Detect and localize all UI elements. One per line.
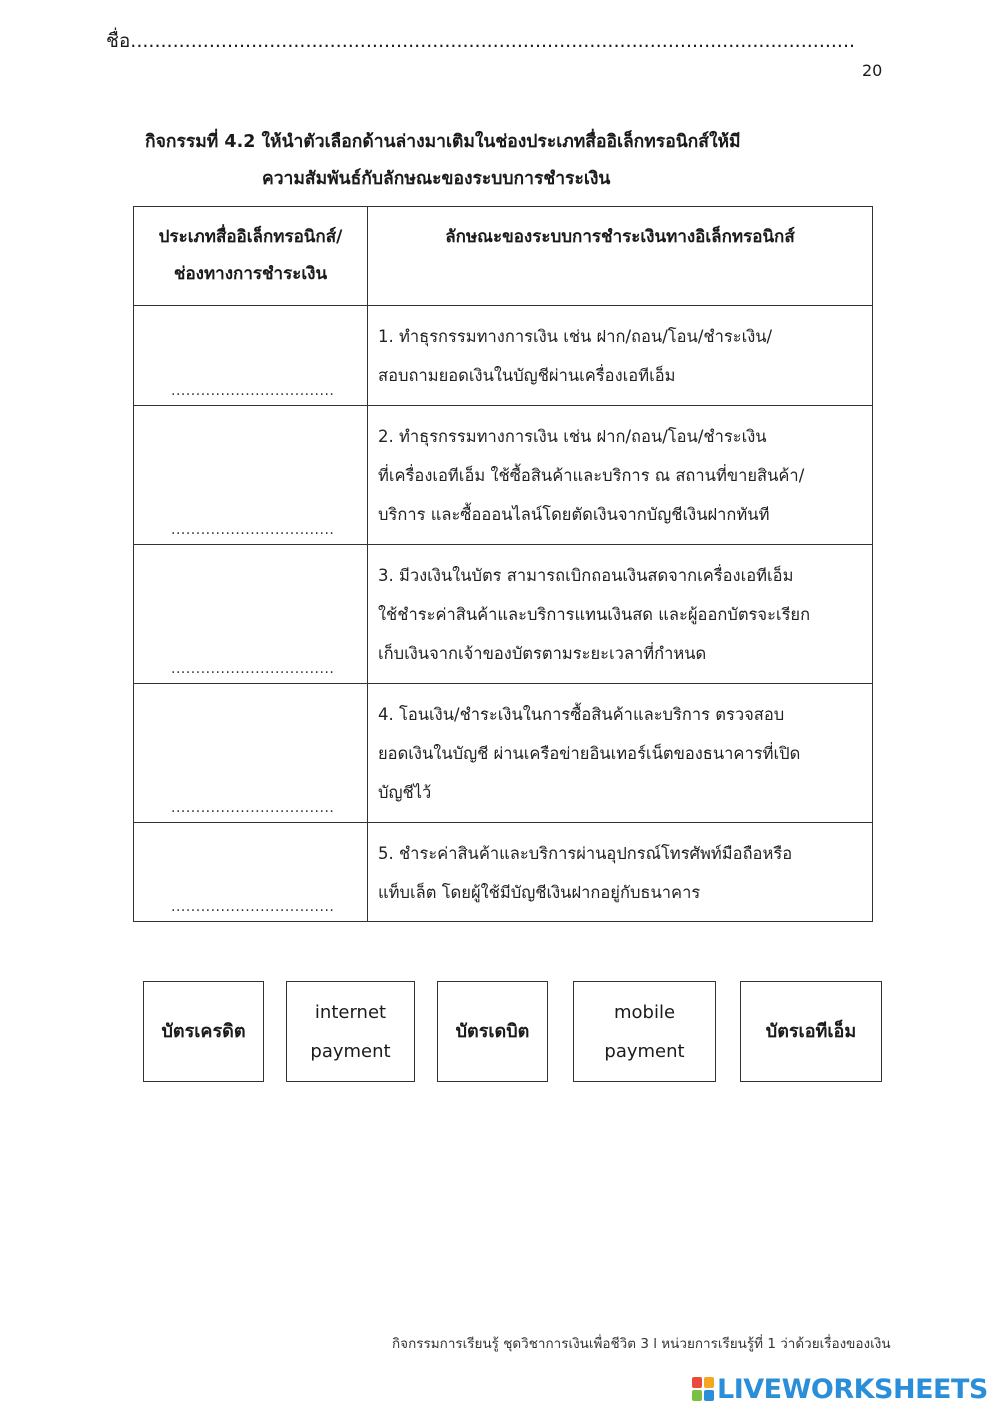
- header-media-type: [134, 207, 368, 306]
- option-credit-card[interactable]: [143, 981, 264, 1082]
- description-line: ยอดเงินในบัญชี ผ่านเครือข่ายอินเทอร์เน็ตของธนาคารที่เปิด: [378, 744, 801, 763]
- description-4: [368, 684, 873, 823]
- description-2: [368, 406, 873, 545]
- logo-square: [704, 1390, 714, 1401]
- title-line-1: กิจกรรมที่ 4.2 ให้นำตัวเลือกด้านล่างมาเติมในช่องประเภทสื่ออิเล็กทรอนิกส์ให้มี: [145, 132, 741, 152]
- answer-blank-3[interactable]: [134, 545, 368, 684]
- description-line: 3. มีวงเงินในบัตร สามารถเบิกถอนเงินสดจากเครื่องเอทีเอ็ม: [378, 566, 794, 585]
- table-header-row: [134, 207, 873, 306]
- answer-blank-1[interactable]: [134, 306, 368, 406]
- option-label: บัตรเครดิต: [161, 1021, 246, 1042]
- logo-square: [704, 1377, 714, 1388]
- description-line: บริการ และซื้อออนไลน์โดยตัดเงินจากบัญชีเงินฝากทันที: [378, 505, 770, 524]
- answer-dots: .................................: [171, 383, 335, 399]
- description-line: 2. ทำธุรกรรมทางการเงิน เช่น ฝาก/ถอน/โอน/ชำระเงิน: [378, 427, 767, 446]
- description-line: เก็บเงินจากเจ้าของบัตรตามระยะเวลาที่กำหนด: [378, 644, 707, 663]
- liveworksheets-brand: [692, 1374, 988, 1404]
- answer-dots: .................................: [171, 661, 335, 677]
- liveworksheets-logo-icon: [692, 1377, 714, 1401]
- header-payment-characteristics: ลักษณะของระบบการชำระเงินทางอิเล็กทรอนิกส์: [368, 207, 873, 306]
- option-internet-payment[interactable]: [286, 981, 415, 1082]
- answer-dots: .................................: [171, 522, 335, 538]
- answer-dots: .................................: [171, 899, 335, 915]
- option-label-line-2: payment: [310, 1040, 391, 1062]
- page-number: 20: [862, 61, 883, 80]
- table-row: [134, 406, 873, 545]
- answer-blank-2[interactable]: [134, 406, 368, 545]
- description-line: ใช้ชำระค่าสินค้าและบริการแทนเงินสด และผู้ออกบัตรจะเรียก: [378, 605, 811, 624]
- header-media-type-line-1: ประเภทสื่ออิเล็กทรอนิกส์/: [158, 227, 343, 247]
- table-row: [134, 545, 873, 684]
- description-line: 5. ชำระค่าสินค้าและบริการผ่านอุปกรณ์โทรศัพท์มือถือหรือ: [378, 844, 793, 863]
- description-5: [368, 823, 873, 922]
- description-line: 4. โอนเงิน/ชำระเงินในการซื้อสินค้าและบริการ ตรวจสอบ: [378, 705, 785, 724]
- logo-square: [692, 1377, 702, 1388]
- description-1: [368, 306, 873, 406]
- activity-table: [133, 206, 873, 922]
- table-row: [134, 306, 873, 406]
- option-mobile-payment[interactable]: [573, 981, 716, 1082]
- page-footer: กิจกรรมการเรียนรู้ ชุดวิชาการเงินเพื่อชีวิต 3 l หน่วยการเรียนรู้ที่ 1 ว่าด้วยเรื่องของเงิน: [392, 1336, 891, 1352]
- answer-blank-5[interactable]: [134, 823, 368, 922]
- header-media-type-line-2: ช่องทางการชำระเงิน: [173, 264, 328, 284]
- table-row: [134, 823, 873, 922]
- option-label-line-1: internet: [314, 1001, 387, 1023]
- description-line: บัญชีไว้: [378, 783, 432, 802]
- logo-square: [692, 1390, 702, 1401]
- description-3: [368, 545, 873, 684]
- option-debit-card[interactable]: [437, 981, 548, 1082]
- student-name-line: ชื่อ........................................................................................................................: [106, 30, 856, 52]
- table-row: [134, 684, 873, 823]
- description-line: แท็บเล็ต โดยผู้ใช้มีบัญชีเงินฝากอยู่กับธนาคาร: [378, 883, 701, 902]
- option-label: บัตรเอทีเอ็ม: [765, 1021, 857, 1042]
- option-label-line-2: payment: [604, 1040, 685, 1062]
- option-atm-card[interactable]: [740, 981, 882, 1082]
- description-line: 1. ทำธุรกรรมทางการเงิน เช่น ฝาก/ถอน/โอน/ชำระเงิน/: [378, 327, 773, 346]
- answer-dots: .................................: [171, 800, 335, 816]
- option-label-line-1: mobile: [613, 1001, 676, 1023]
- description-line: ที่เครื่องเอทีเอ็ม ใช้ซื้อสินค้าและบริการ ณ สถานที่ขายสินค้า/: [378, 466, 805, 485]
- answer-blank-4[interactable]: [134, 684, 368, 823]
- title-line-2: ความสัมพันธ์กับลักษณะของระบบการชำระเงิน: [262, 169, 611, 189]
- activity-title: [145, 124, 865, 198]
- description-line: สอบถามยอดเงินในบัญชีผ่านเครื่องเอทีเอ็ม: [378, 366, 676, 385]
- option-label: บัตรเดบิต: [455, 1021, 530, 1042]
- brand-name: LIVEWORKSHEETS: [717, 1373, 988, 1405]
